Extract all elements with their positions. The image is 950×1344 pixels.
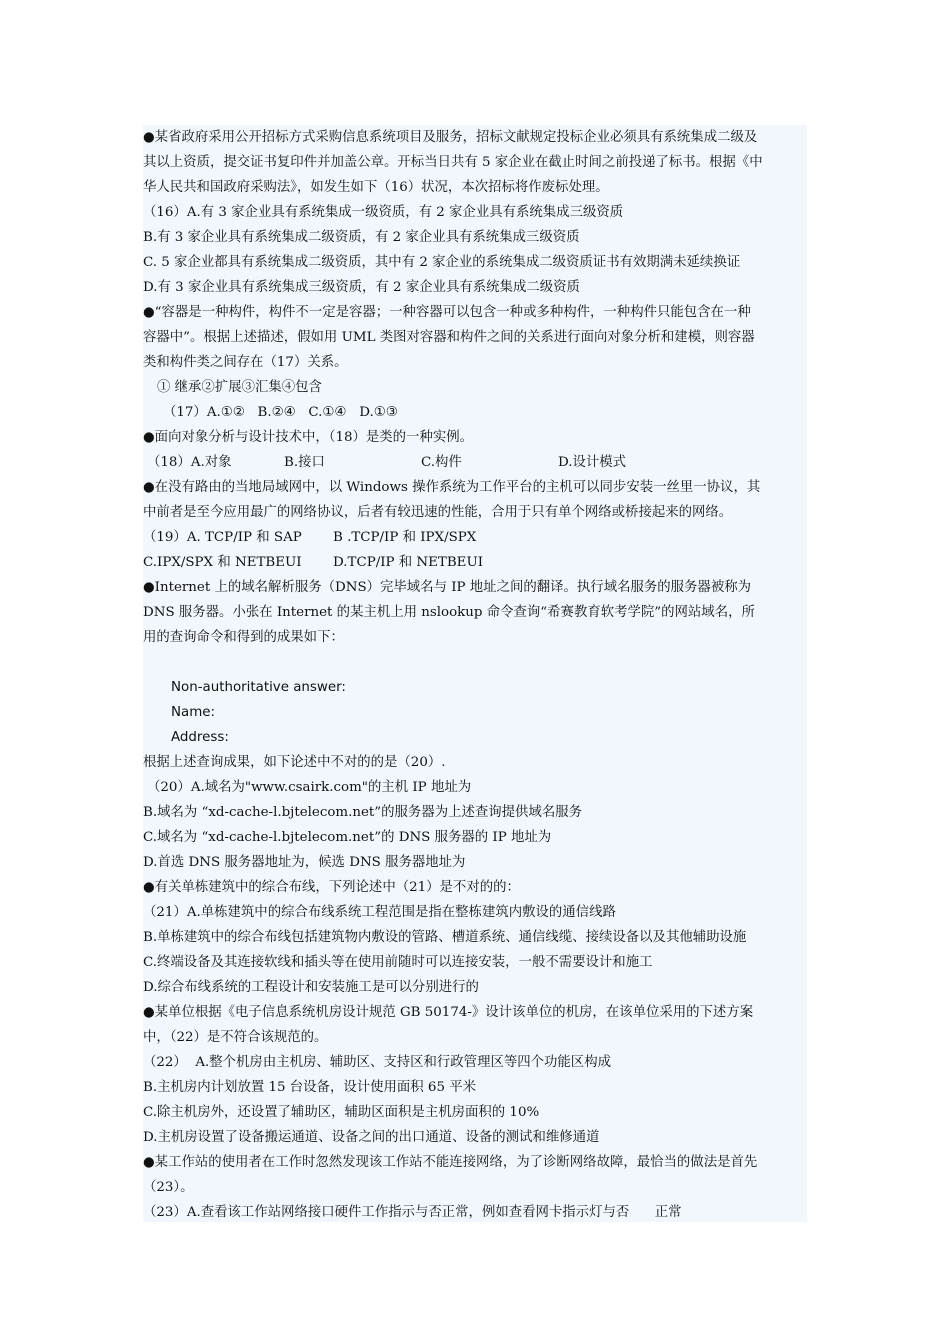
option-a: （19）A. TCP/IP 和 SAP [143,530,302,545]
option-c: C.IPX/SPX 和 NETBEUI [143,555,302,570]
option-d: D.TCP/IP 和 NETBEUI [333,555,484,570]
blank-line [143,650,807,675]
question-22-option-c: C.除主机房外，还设置了辅助区，辅助区面积是主机房面积的 10% [143,1105,540,1120]
text-line: 其以上资质，提交证书复印件并加盖公章。开标当日共有 5 家企业在截止时间之前投递了标书。根据《中 [143,155,763,170]
text-line: 中前者是至今应用最广的网络协议，后者有较迅速的性能，合用于只有单个网络或桥接起来的网络。 [143,505,733,520]
question-18-options [143,450,807,475]
question-19-options-cd [143,550,807,575]
text-line: 中，（22）是不符合该规范的。 [143,1030,328,1045]
option-b: B.接口 [284,455,325,470]
text-line: ●某单位根据《电子信息系统机房设计规范 GB 50174-》设计该单位的机房，在该单位采用的下述方案 [143,1005,754,1020]
nslookup-output-line: Address: [171,730,229,745]
text-line: ●在没有路由的当地局域网中，以 Windows 操作系统为工作平台的主机可以同步安装一丝里一协议，其 [143,480,761,495]
text-line: 用的查询命令和得到的成果如下： [143,630,344,645]
question-23-option-a: （23）A.查看该工作站网络接口硬件工作指示与否正常，例如查看网卡指示灯与否 正常 [143,1205,682,1220]
option-a: （18）A.对象 [147,455,232,470]
text-line: ●面向对象分析与设计技术中，（18）是类的一种实例。 [143,430,474,445]
question-20-option-c: C.域名为 “xd-cache-l.bjtelecom.net”的 DNS 服务器的 IP 地址为 [143,830,552,845]
question-22-option-d: D.主机房设置了设备搬运通道、设备之间的出口通道、设备的测试和维修通道 [143,1130,600,1145]
question-17-options: （17）A.①② B.②④ C.①④ D.①③ [163,405,398,420]
nslookup-output-line: Name: [171,705,216,720]
text-line: ●某工作站的使用者在工作时忽然发现该工作站不能连接网络，为了诊断网络故障，最恰当的做法是首先 [143,1155,758,1170]
question-20-option-a: （20）A.域名为"www.csairk.com"的主机 IP 地址为 [147,780,472,795]
question-16-option-a: （16）A.有 3 家企业具有系统集成一级资质，有 2 家企业具有系统集成三级资质 [143,205,624,220]
option-c: C.构件 [421,455,462,470]
text-line: DNS 服务器。小张在 Internet 的某主机上用 nslookup 命令查询“希赛教育软考学院”的网站域名，所 [143,605,755,620]
question-20-option-b: B.域名为 “xd-cache-l.bjtelecom.net”的服务器为上述查询提供域名服务 [143,805,582,820]
question-21-option-b: B.单栋建筑中的综合布线包括建筑物内敷设的管路、槽道系统、通信线缆、接续设备以及其他辅助设施 [143,930,747,945]
question-21-option-c: C.终端设备及其连接软线和插头等在使用前随时可以连接安装，一般不需要设计和施工 [143,955,653,970]
option-b: B .TCP/IP 和 IPX/SPX [333,530,477,545]
question-21-option-d: D.综合布线系统的工程设计和安装施工是可以分别进行的 [143,980,479,995]
option-d: D.设计模式 [558,455,627,470]
text-line: 类和构件类之间存在（17）关系。 [143,355,348,370]
question-16-option-c: C. 5 家企业都具有系统集成二级资质，其中有 2 家企业的系统集成二级资质证书有效期满未延续换证 [143,255,741,270]
text-line: ●某省政府采用公开招标方式采购信息系统项目及服务，招标文献规定投标企业必须具有系统集成二级及 [143,130,758,145]
question-16-option-b: B.有 3 家企业具有系统集成二级资质，有 2 家企业具有系统集成三级资质 [143,230,580,245]
question-20-option-d: D.首选 DNS 服务器地址为，候选 DNS 服务器地址为 [143,855,466,870]
question-22-option-a: （22） A.整个机房由主机房、辅助区、支持区和行政管理区等四个功能区构成 [143,1055,611,1070]
text-line: ●“容器是一种构件，构件不一定是容器；一种容器可以包含一种或多种构件，一种构件只能包含在一种 [143,305,751,320]
question-22-option-b: B.主机房内计划放置 15 台设备，设计使用面积 65 平米 [143,1080,477,1095]
text-line: 根据上述查询成果，如下论述中不对的的是（20）. [143,755,446,770]
text-line: （23）。 [143,1180,194,1195]
question-16-option-d: D.有 3 家企业具有系统集成三级资质，有 2 家企业具有系统集成二级资质 [143,280,580,295]
question-21-option-a: （21）A.单栋建筑中的综合布线系统工程范围是指在整栋建筑内敷设的通信线路 [143,905,616,920]
question-17-choices: ① 继承②扩展③汇集④包含 [157,380,322,395]
nslookup-output-line: Non-authoritative answer: [171,680,346,695]
question-19-options-ab [143,525,807,550]
text-line: 容器中”。根据上述描述，假如用 UML 类图对容器和构件之间的关系进行面向对象分析和建模，则容器 [143,330,755,345]
text-line: ●有关单栋建筑中的综合布线，下列论述中（21）是不对的的： [143,880,520,895]
text-line: 华人民共和国政府采购法》，如发生如下（16）状况，本次招标将作废标处理。 [143,180,609,195]
text-line: ●Internet 上的域名解析服务（DNS）完毕域名与 IP 地址之间的翻译。执行域名服务的服务器被称为 [143,580,751,595]
document-body [143,125,807,1222]
